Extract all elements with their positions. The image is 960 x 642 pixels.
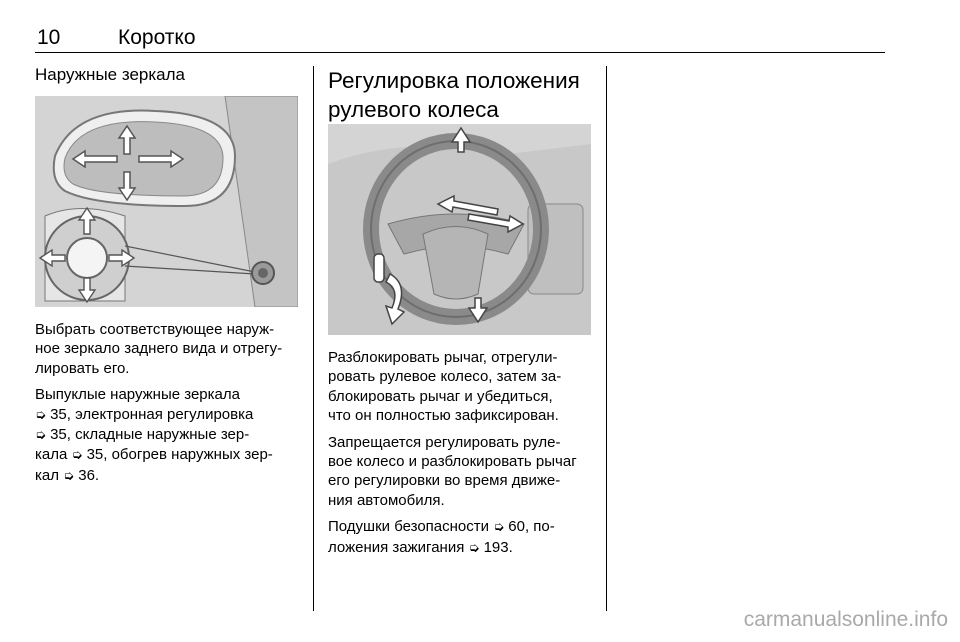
column-divider-left bbox=[313, 66, 314, 611]
page-ref-icon[interactable]: ➭ bbox=[468, 540, 480, 556]
steering-drawing bbox=[328, 124, 591, 335]
text-fragment: 60, по- bbox=[504, 518, 555, 536]
text-line bbox=[35, 425, 303, 445]
text-line: ное зеркало заднего вида и отрегу- bbox=[35, 340, 283, 358]
text-line bbox=[35, 405, 303, 425]
column-divider-right bbox=[606, 66, 607, 611]
steering-body bbox=[328, 348, 596, 565]
text-line: его регулировки во время движе- bbox=[328, 472, 561, 490]
text-fragment: кала bbox=[35, 446, 72, 464]
page-ref-icon[interactable]: ➭ bbox=[493, 520, 505, 536]
mirror-illustration bbox=[35, 96, 298, 307]
mirror-drawing bbox=[35, 96, 298, 307]
text-line bbox=[35, 445, 303, 465]
watermark: carmanualsonline.info bbox=[743, 608, 948, 631]
page-ref-icon[interactable]: ➭ bbox=[71, 448, 83, 464]
text-line: Разблокировать рычаг, отрегули- bbox=[328, 349, 558, 366]
steering-heading: Регулировка положения рулевого колеса bbox=[328, 68, 580, 122]
mirrors-heading: Наружные зеркала bbox=[35, 65, 185, 84]
header-rule bbox=[35, 52, 885, 53]
steering-paragraph-3 bbox=[328, 517, 596, 558]
steering-illustration bbox=[328, 124, 591, 335]
page-number: 10 bbox=[37, 26, 61, 49]
mirrors-paragraph-1 bbox=[35, 320, 303, 378]
text-line bbox=[328, 538, 596, 558]
steering-paragraph-1 bbox=[328, 348, 596, 426]
text-fragment: кал bbox=[35, 466, 64, 484]
mirrors-paragraph-2 bbox=[35, 385, 303, 486]
text-line bbox=[328, 517, 596, 537]
text-line: Выбрать соответствующее наруж- bbox=[35, 321, 275, 338]
text-line: ния автомобиля. bbox=[328, 491, 445, 509]
text-fragment: 193. bbox=[479, 538, 513, 556]
text-line: Запрещается регулировать руле- bbox=[328, 433, 561, 451]
text-fragment: 35, складные наружные зер- bbox=[45, 426, 250, 444]
page-ref-icon[interactable]: ➭ bbox=[35, 407, 46, 423]
text-line: ровать рулевое колесо, затем за- bbox=[328, 368, 562, 386]
page-ref-icon[interactable]: ➭ bbox=[35, 428, 46, 444]
text-fragment: Подушки безопасности bbox=[328, 518, 494, 536]
page-title: Коротко bbox=[118, 26, 196, 49]
page-ref-icon[interactable]: ➭ bbox=[63, 468, 75, 484]
steering-paragraph-2 bbox=[328, 433, 596, 511]
mirrors-body bbox=[35, 320, 303, 493]
text-line: блокировать рычаг и убедиться, bbox=[328, 387, 553, 405]
text-line bbox=[35, 466, 303, 486]
text-fragment: 36. bbox=[74, 466, 100, 484]
text-fragment: 35, электронная регулировка bbox=[45, 405, 254, 423]
text-fragment: ложения зажигания bbox=[328, 538, 469, 556]
text-line: Выпуклые наружные зеркала bbox=[35, 386, 240, 404]
text-line: вое колесо и разблокировать рычаг bbox=[328, 453, 577, 471]
text-fragment: 35, обогрев наружных зер- bbox=[82, 446, 273, 464]
text-line: лировать его. bbox=[35, 359, 130, 377]
text-line: что он полностью зафиксирован. bbox=[328, 407, 559, 425]
